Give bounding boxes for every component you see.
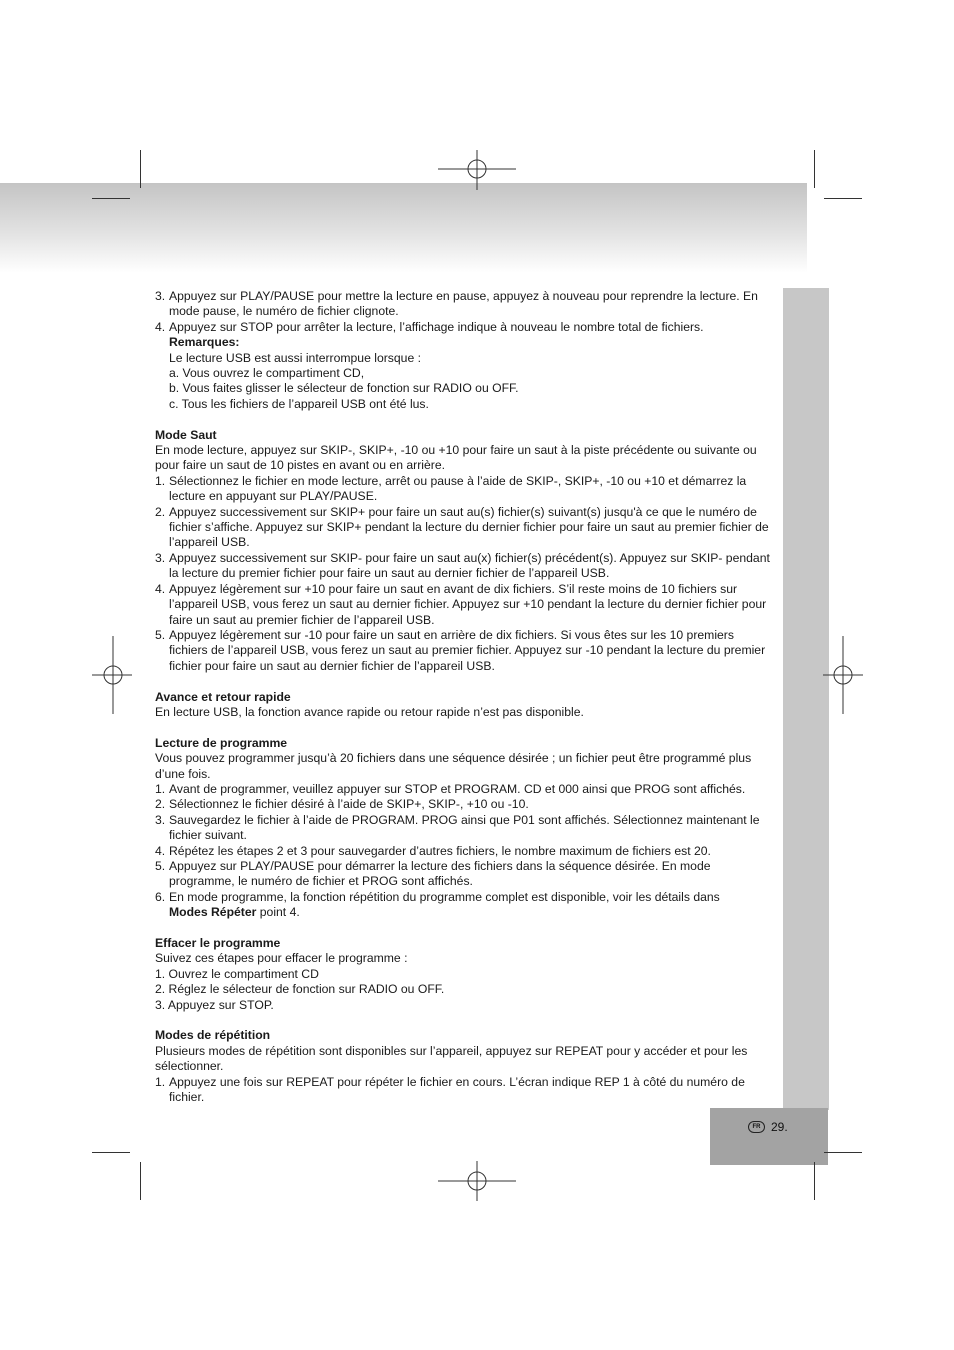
language-badge: FR (748, 1121, 765, 1133)
list-item: 4. Appuyez légèrement sur +10 pour faire un saut en avant de dix fichiers. S’il reste moins de 10 fichiers sur l’appareil USB, vous ferez un saut au dernier fichier. Appuyez sur +10 pendant la lecture du dernier fichier pour faire un saut au premier fichier de l’appareil USB. (155, 581, 767, 627)
section-heading-program: Lecture de programme (155, 735, 288, 750)
list-item: 1. Avant de programmer, veuillez appuyer sur STOP et PROGRAM. CD et 000 ainsi que PROG sont affichés. (155, 781, 746, 796)
crop-mark (824, 198, 862, 199)
registration-mark-icon (438, 150, 516, 190)
crop-mark (824, 1152, 862, 1153)
crop-mark (140, 150, 141, 188)
section-heading-skip: Mode Saut (155, 427, 217, 442)
header-gradient-band (0, 183, 807, 273)
program-intro: Vous pouvez programmer jusqu’à 20 fichiers dans une séquence désirée ; un fichier peut être programmé plus d’une fois. (155, 751, 752, 781)
remarks-item: a. Vous ouvrez le compartiment CD, (169, 366, 365, 381)
page-number-box (710, 1108, 828, 1165)
list-item: 2. Appuyez successivement sur SKIP+ pour faire un saut au(s) fichier(s) suivant(s) jusqu'à ce que le numéro de fichier s’affiche. Appuyez sur SKIP+ pendant la lecture du dernier fichier pour faire un saut au premier fichier de l’appareil USB. (155, 504, 769, 550)
manual-content (155, 289, 775, 1105)
page-footer (748, 1119, 788, 1135)
list-item: 1. Sélectionnez le fichier en mode lecture, arrêt ou pause à l’aide de SKIP-, SKIP+, -10 ou +10 et démarrez la lecture en appuyant sur PLAY/PAUSE. (155, 473, 747, 504)
list-item: 5. Appuyez légèrement sur -10 pour faire un saut en arrière de dix fichiers. Si vous êtes sur les 10 premiers fichiers de l’appareil USB, vous ferez un saut au premier fichier. Appuyez sur -10 pendant la lecture du premier fichier pour faire un saut au dernier fichier de l’appareil USB. (155, 627, 766, 673)
section-heading-repeat: Modes de répétition (155, 1028, 271, 1043)
list-item: 3. Appuyez successivement sur SKIP- pour faire un saut au(x) fichier(s) précédent(s). Appuyez sur SKIP- pendant la lecture du premier fichier pour faire un saut au dernier fichier de l’appareil USB. (155, 550, 770, 581)
crop-mark (814, 1162, 815, 1200)
list-item: 6. En mode programme, la fonction répétition du programme complet est disponible, voir les détails dans Modes Répéter point 4. (155, 889, 720, 920)
list-item: 5. Appuyez sur PLAY/PAUSE pour démarrer la lecture des fichiers dans la séquence désirée. En mode programme, le numéro de fichier et PROG sont affichés. (155, 858, 711, 889)
remarks-title: Remarques: (169, 335, 240, 350)
list-item: 1. Appuyez une fois sur REPEAT pour répéter le fichier en cours. L’écran indique REP 1 à côté du numéro de fichier. (155, 1074, 745, 1105)
list-item: 3. Appuyez sur PLAY/PAUSE pour mettre la lecture en pause, appuyez à nouveau pour reprendre la lecture. En mode pause, le numéro de fichier clignote. (155, 289, 758, 319)
list-item: 3. Sauvegardez le fichier à l’aide de PROGRAM. PROG ainsi que P01 sont affichés. Sélectionnez maintenant le fichier suivant. (155, 812, 760, 843)
skip-intro: En mode lecture, appuyez sur SKIP-, SKIP+, -10 ou +10 pour faire un saut à la piste précédente ou suivante ou pour faire un saut de 10 pistes en avant ou en arrière. (155, 443, 757, 473)
modes-repeter-reference: Modes Répéter (169, 905, 257, 920)
remarks-item: c. Tous les fichiers de l’appareil USB ont été lus. (169, 396, 429, 411)
section-heading-erase: Effacer le programme (155, 936, 281, 950)
registration-mark-icon (823, 636, 863, 714)
crop-mark (140, 1162, 141, 1200)
remarks-item: b. Vous faites glisser le sélecteur de fonction sur RADIO ou OFF. (169, 381, 519, 396)
registration-mark-icon (438, 1161, 516, 1201)
crop-mark (92, 1152, 130, 1153)
crop-mark (92, 198, 130, 199)
erase-step: 2. Réglez le sélecteur de fonction sur RADIO ou OFF. (155, 982, 445, 997)
page-number: 29. (771, 1120, 788, 1134)
remarks-intro: Le lecture USB est aussi interrompue lorsque : (169, 350, 421, 365)
erase-intro: Suivez ces étapes pour effacer le programme : (155, 951, 408, 966)
erase-step: 1. Ouvrez le compartiment CD (155, 966, 319, 981)
crop-mark (814, 150, 815, 188)
repeat-intro: Plusieurs modes de répétition sont disponibles sur l’appareil, appuyez sur REPEAT pour y accéder et pour les sélectionner. (155, 1043, 748, 1074)
list-item: 4. Appuyez sur STOP pour arrêter la lecture, l’affichage indique à nouveau le nombre total de fichiers. (155, 319, 704, 334)
list-item: 2. Sélectionnez le fichier désiré à l’aide de SKIP+, SKIP-, +10 ou -10. (155, 797, 529, 812)
erase-step: 3. Appuyez sur STOP. (155, 997, 274, 1012)
fast-text: En lecture USB, la fonction avance rapide ou retour rapide n’est pas disponible. (155, 704, 584, 719)
section-heading-fast: Avance et retour rapide (155, 689, 291, 704)
list-item: 4. Répétez les étapes 2 et 3 pour sauvegarder d’autres fichiers, le nombre maximum de fichiers est 20. (155, 843, 711, 858)
registration-mark-icon (92, 636, 132, 714)
